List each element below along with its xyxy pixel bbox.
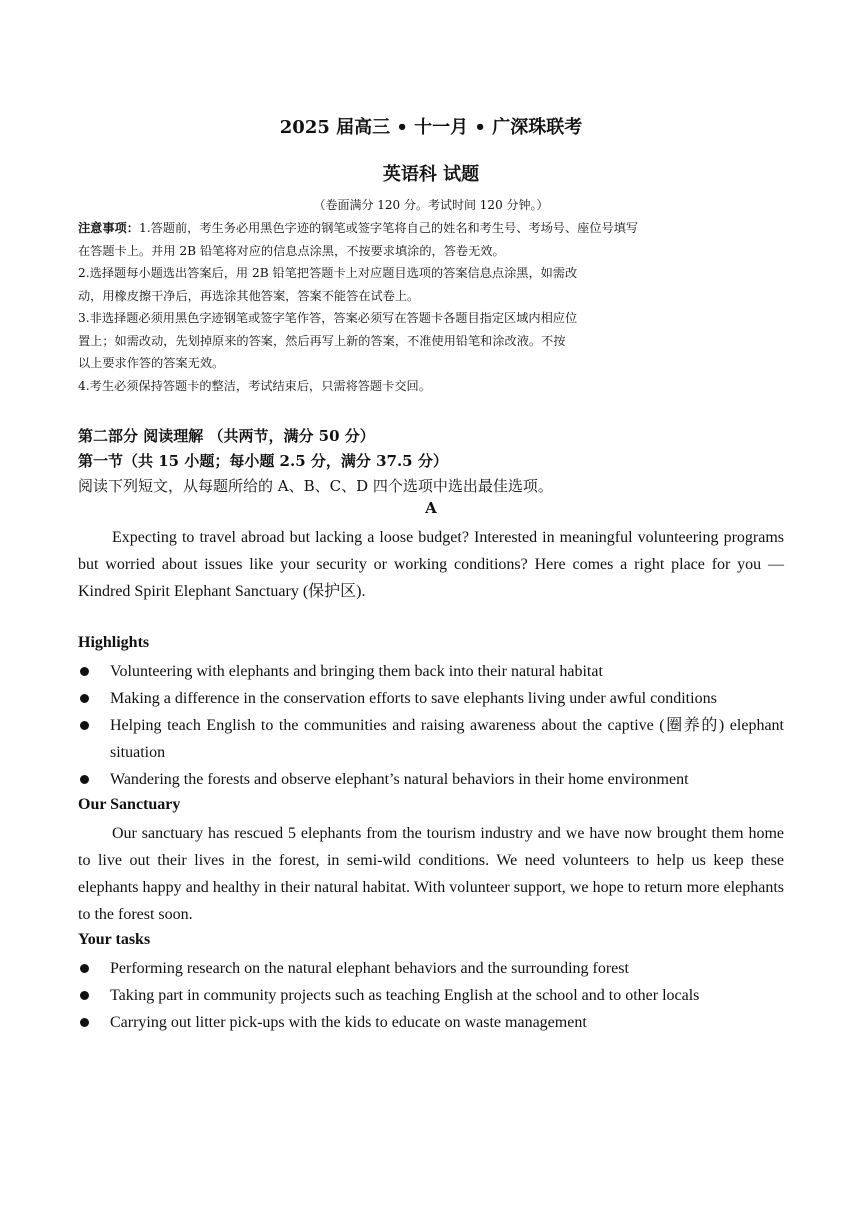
passage-intro: Expecting to travel abroad but lacking a loose budget? Interested in meaningful volunteering programs but worried about issues like your security or working conditions? Here comes a right place for you — Kindred Spirit Elephant Sanctuary (保护区). [78,529,784,600]
list-item-text: Volunteering with elephants and bringing them back into their natural habitat [110,663,603,680]
bullet-icon [80,991,89,1000]
list-item-text: Carrying out litter pick-ups with the kids to educate on waste management [110,1014,587,1031]
sanctuary-text: Our sanctuary has rescued 5 elephants from the tourism industry and we have now brought them home to live out their lives in the forest, in semi-wild conditions. We need volunteers to help us keep these elephants happy and healthy in their natural habitat. With volunteer support, we hope to return more elephants to the forest soon. [78,825,784,923]
tasks-list [78,955,784,1036]
notes-label: 注意事项： [78,221,139,235]
section-heading: 第一节（共 15 小题；每小题 2.5 分，满分 37.5 分） [78,452,448,470]
notes-line: 4.考生必须保持答题卡的整洁，考试结束后，只需将答题卡交回。 [78,378,431,393]
part-heading: 第二部分 阅读理解 （共两节，满分 50 分） [78,427,375,445]
bullet-icon [80,775,89,784]
notes-line: 置上；如需改动，先划掉原来的答案，然后再写上新的答案，不准使用铅笔和涂改液。不按 [78,333,566,348]
list-item-text: Wandering the forests and observe elephant’s natural behaviors in their home environment [110,771,689,788]
list-item [78,685,784,712]
highlights-list [78,658,784,793]
tasks-heading: Your tasks [78,931,151,948]
list-item-text: Taking part in community projects such as teaching English at the school and to other locals [110,987,700,1004]
bullet-icon [80,667,89,676]
exam-title: 2025 届高三 • 十一月 • 广深珠联考 [279,117,583,138]
subject-title: 英语科 试题 [382,164,480,185]
list-item [78,955,784,982]
list-item [78,712,784,766]
highlights-heading: Highlights [78,634,150,651]
notes-line: 以上要求作答的答案无效。 [78,356,225,370]
bullet-icon [80,1018,89,1027]
list-item [78,766,784,793]
notes-line [78,217,784,240]
list-item-text: Making a difference in the conservation efforts to save elephants living under awful conditions [110,690,717,707]
list-item [78,658,784,685]
list-item [78,1009,784,1036]
notes-line: 3.非选择题必须用黑色字迹钢笔或签字笔作答，答案必须写在答题卡各题目指定区域内相应位 [78,311,578,325]
notes-line: 2.选择题每小题选出答案后，用 2B 铅笔把答题卡上对应题目选项的答案信息点涂黑，如需改 [78,266,578,280]
notes-text: 1.答题前，考生务必用黑色字迹的钢笔或签字笔将自己的姓名和考生号、考场号、座位号填写 [138,221,639,235]
list-item [78,982,784,1009]
passage-letter: A [425,499,437,517]
notes-line: 动，用橡皮擦干净后，再选涂其他答案，答案不能答在试卷上。 [78,288,420,303]
bullet-icon [80,964,89,973]
notes-line: 在答题卡上。并用 2B 铅笔将对应的信息点涂黑，不按要求填涂的，答卷无效。 [78,243,505,258]
bullet-icon [80,694,89,703]
list-item-text: Performing research on the natural elephant behaviors and the surrounding forest [110,960,629,977]
exam-info: （卷面满分 120 分。考试时间 120 分钟。） [313,198,549,212]
exam-notes [78,217,784,397]
bullet-icon [80,721,89,730]
sanctuary-heading: Our Sanctuary [78,796,181,813]
list-item-text: Helping teach English to the communities and raising awareness about the captive (圈养的) elephant situation [110,717,784,761]
reading-instruction: 阅读下列短文，从每题所给的 A、B、C、D 四个选项中选出最佳选项。 [78,477,553,495]
